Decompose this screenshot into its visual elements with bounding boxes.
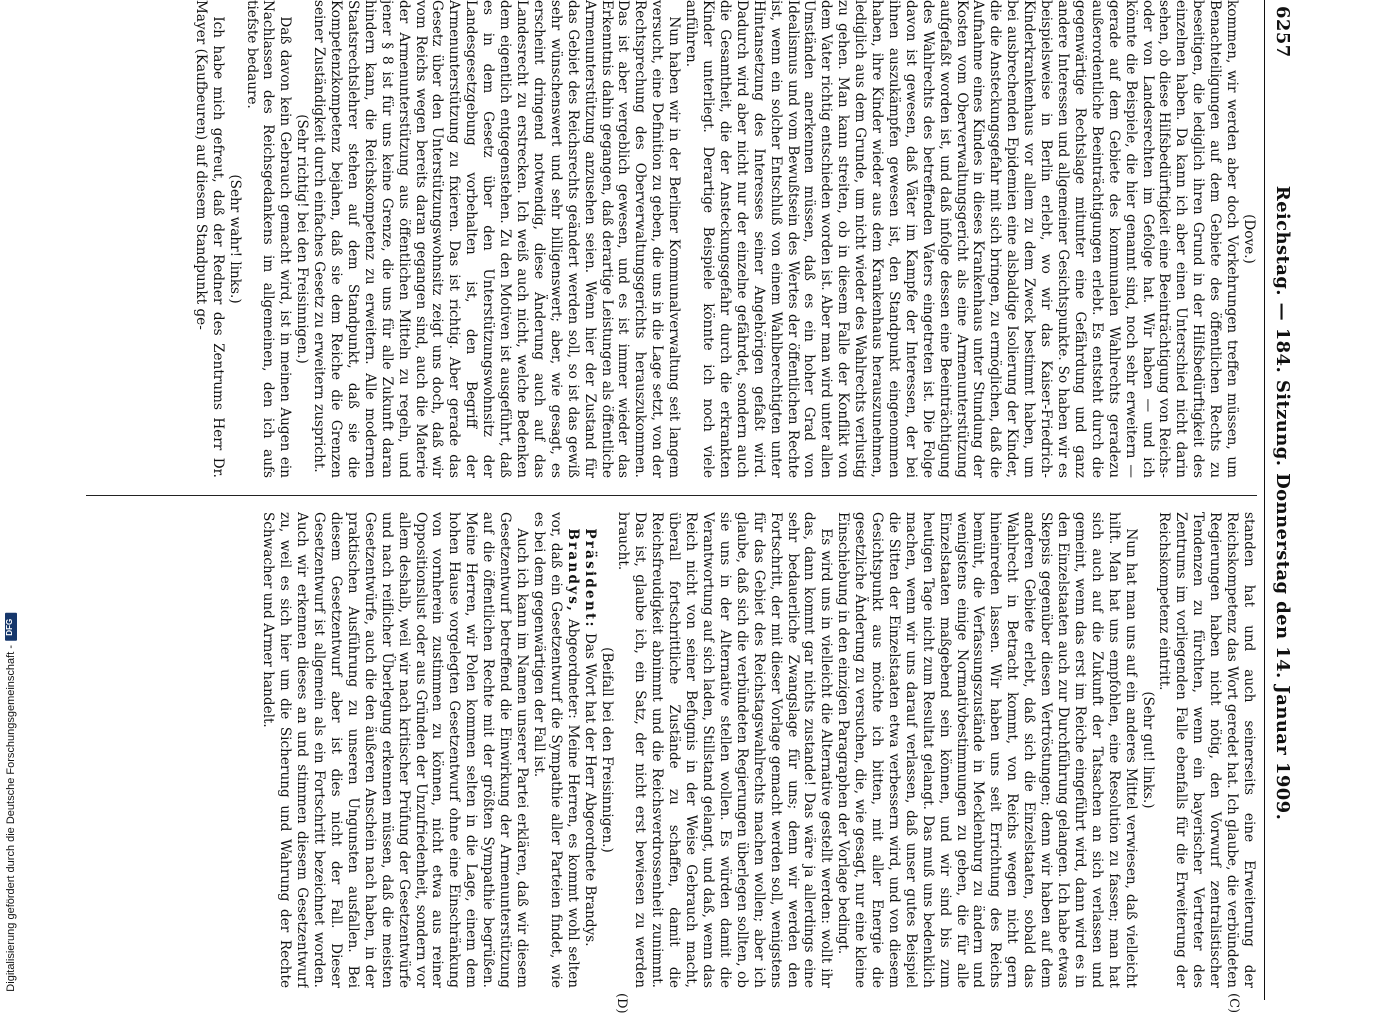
interjection: (Sehr gut! links.) [1139, 691, 1156, 809]
paragraph: Nun hat man uns auf ein anderes Mittel verwiesen, daß vielleicht hilft. Man hat uns empfohlen, eine Resolution zu fassen; man hat sich auch auf die Zukunft der Tatsachen an sich verlassen und gemeint, wenn das erst im Reiche eingeführt wird, dann wird es in den Einzelstaaten auch zur Durchführung gelangen. Ich habe etwas Skepsis gegenüber diesen Vertröstungen; denn wir haben auf dem anderen Gebiete erlebt, daß sich die Einzelstaaten, sobald das Wahlrecht in Betracht kommt, von Reichs wegen nicht gern hineinreden lassen. Wir haben uns seit Errichtung des Reichs bemüht, die Verfassungszustände in Mecklenburg zu ändern und wenigstens einige Normativbestimmungen zu geben, die für alle Einzelstaaten maßgebend sein können, und wir sind bis zum heutigen Tage nicht zum Resultat gelangt. Das muß uns bedenklich machen, wenn wir uns darauf verlassen, daß unser gutes Beispiel die Sitten der Einzelstaaten etwa verbessern wird, und von diesem Gesichtspunkt aus möchte ich bitten, mit aller Energie die gesetzliche Änderung zu versuchen, die, wie gesagt, nur eine kleine Einschiebung in den einzigen Paragraphen der Vorlage bedingt. [835, 512, 1139, 988]
president-statement [581, 512, 598, 988]
right-column [86, 512, 1257, 988]
interjection: (Sehr wahr! links.) [226, 174, 243, 304]
margin-marker-c: (C) [1226, 993, 1241, 1014]
paragraph: standen hat und auch seinerseits eine Erweiterung der Reichskompetenz das Wort geredet hat. Ich glaube, die verbündeten Regierungen haben nicht nötig, den Vorwurf zentralistischer Tendenzen zu fürchten, wenn ein bayerischer Vertreter des Zentrums im vorliegenden Falle ebenfalls für die Erweiterung der Reichskompetenz eintritt. [1156, 512, 1257, 988]
paragraph: Es wird uns in vielleicht die Alternative gestellt werden: wollt ihr das, dann kommt gar nichts zustande! Das wäre ja allerdings eine sehr bedauerliche Zwangslage für uns; denn wir werden den Fortschritt, der mit dieser Vorlage gemacht werden soll, wenigstens für das Gebiet des Reichstagswahlrechts machen wollen; aber ich glaube, daß sich die verbündeten Regierungen überlegen sollten, ob sie uns in der Alternative stellen wollen. Es würden damit die Verantwortung auf sich laden, Stillstand gelangt, und daß, wenn das Reich nicht von seiner Befugnis in der Weise Gebrauch macht, überall fortschrittliche Zustände zu schaffen, damit die Reichsfreudigkeit abnimmt und die Reichsverdrossenheit zunimmt. Das ist, glaube ich, ein Satz, der nicht erst bewiesen zu werden braucht. [615, 512, 835, 988]
page-number: 6257 [1272, 6, 1293, 58]
column-divider [86, 495, 1257, 496]
credit-text: Digitalisierung gefördert durch die Deutsche Forschungsgemeinschaft - [5, 645, 17, 992]
interjection: (Sehr richtig! bei den Freisinnigen.) [294, 114, 311, 364]
rotated-document-page [86, 0, 1301, 1014]
president-label: Präsident: [581, 528, 598, 629]
page-running-title: Reichstag. — 184. Sitzung. Donnerstag den 14. Januar 1909. [1272, 185, 1293, 821]
margin-marker-d: (D) [614, 993, 629, 1014]
dfg-logo-icon: DFG [5, 613, 17, 641]
paragraph: Ich habe mich gefreut, daß der Redner des Zentrums Herr Dr. Mayer (Kaufbeuren) auf diesem Standpunkt ge- [192, 0, 226, 478]
left-column [86, 0, 1257, 478]
paragraph: Nun haben wir in der Berliner Kommunalverwaltung seit langem versucht, eine Definition zu geben, die uns in die Lage setzt, von der Rechtsprechung des Oberverwaltungsgerichts herauszukommen. Das ist aber vergeblich gewesen, und es ist immer wieder das Erkenntnis dahin gegangen, daß derartige Leistungen als öffentliche Armenunterstützung anzusehen seien. Wenn hier der Zustand für das Gebiet des Reichsrechts geändert werden soll, so ist das gewiß sehr wünschenswert und sehr billigenswert; aber, wie gesagt, es erscheint dringend notwendig, diese Änderung auch auf das Landesrecht zu erstrecken. Ich weiß auch nicht, welche Bedenken dem eigentlich entgegenstehen. Zu den Motiven ist ausgeführt, daß es in dem Gesetz über den Unterstützungswohnsitz der Landesgesetzgebung vorbehalten ist, den Begriff der Armenunterstützung zu fixieren. Das ist richtig. Aber gerade das Gesetz über den Unterstützungswohnsitz zeigt uns doch, daß wir vom Reichs wegen bereits daran gegangen sind, auch die Materie der Armenunterstützung aus öffentlichen Mitteln zu regeln, und jener § 8 ist für uns keine Grenze, die uns für alle Zukunft daran hindern kann, die Reichskompetenz zu erweitern. Alle modernen Staatsrechtslehrer stehen auf dem Standpunkt, daß sie die Kompetenzkompetenz bejahen, daß sie dem Reiche die Grenzen seiner Zuständigkeit durch einfaches Gesetz zu erweitern zuspricht. [311, 0, 683, 478]
header-rule [1264, 0, 1265, 1000]
paragraph-text: Abgeordneter: Meine Herren, es kommt wohl selten vor, daß ein Gesetzentwurf die Sympathie aller Parteien findet, wie es bei dem gegenwärtigen der Fall ist. [530, 512, 581, 988]
interjection: (Beifall bei den Freisinnigen.) [598, 647, 615, 853]
speaker-name: Brandys, [564, 528, 581, 614]
page-header [1267, 6, 1297, 1000]
paragraph: kommen, wir werden aber doch Vorkehrungen treffen müssen, um Benachteiligungen auf dem Gebiete des öffentlichen Rechts zu beseitigen, die lediglich ihren Grund in der Hilfsbedürftigkeit des einzelnen haben. Da kann ich aber einen Unterschied nicht darin sehen, ob diese Hilfsbedürftigkeit eine Beeinträchtigung von Reichs- oder von Landesrechten im Gefolge hat. Wir haben — und ich könnte die Beispiele, die hier genannt sind, noch sehr erweitern — gerade auf dem Gebiete des kommunalen Wahlrechts geradezu außerordentliche Beeinträchtigungen erlebt. Es entsteht durch die gegenwärtige Rechtslage mitunter eine Gefährdung und ganz andere Interessen und allgemeiner Gesichtspunkte. So haben wir es beispielsweise in Berlin erlebt, wo wir das Kaiser-Friedrich-Kinderkrankenhaus vor allem zu dem Zweck bestimmt haben, um bei ausbrechenden Epidemien eine alsbaldige Isolierung der Kinder, die die Ansteckungsgefahr mit sich bringen, zu ermöglichen, daß die Aufnahme eines Kindes in dieses Krankenhaus unter Stundung der Kosten vom Oberverwaltungsgericht als eine Armenunterstützung aufgefaßt worden ist, und daß infolge dessen eine Beeinträchtigung des Wahlrechts des betreffenden Vaters eingetreten ist. Die Folge davon ist gewesen, daß Väter im Kampfe der Interessen, der bei ihnen auszukämpfen gewesen ist, den Standpunkt eingenommen haben, ihre Kinder wieder aus dem Krankenhaus herauszunehmen, lediglich aus dem Grunde, um nicht wieder des Wahlrechts verlustig zu gehen. Man kann streiten, ob in diesem Falle der Konflikt von dem Vater richtig entschieden worden ist. Aber man wird unter allen Umständen anerkennen müssen, daß es ein hoher Grad von Idealismus und vom Bewußtsein des Wertes der öffentlichen Rechte ist, wenn ein solcher Entschluß von einem Wahlberechtigten unter Hintansetzung des Interesses seiner Angehörigen gefaßt wird. Dadurch wird aber nicht nur der einzelne gefährdet, sondern auch die Gesamtheit, die der Ansteckungsgefahr durch die erkrankten Kinder unterliegt. Derartige Beispiele könnte ich noch viele anführen. [683, 0, 1241, 478]
paragraph: Daß davon kein Gebrauch gemacht wird, ist in meinen Augen ein Nachlassen des Reichsgedankens im allgemeinen, den ich aufs tiefste bedaure. [243, 0, 294, 478]
speaker-paragraph [530, 512, 581, 988]
president-text: Das Wort hat der Herr Abgeordnete Brandys. [581, 632, 598, 947]
speaker-heading: (Dove.) [1241, 214, 1257, 264]
paragraph: Auch ich kann im Namen unserer Partei erklären, daß wir diesem Gesetzentwurf betreffend die Einwirkung der Armenunterstützung auf die öffentlichen Rechte mit der größten Sympathie begrüßen. Meine Herren, wir Polen kommen selten in die Lage, einem dem hohen Hause vorgelegten Gesetzentwurf ohne eine Einschränkung von vornherein zustimmen zu können, nicht etwa aus reiner Oppositionslust oder aus Gründen der Unzufriedenheit, sondern vor allem deshalb, weil wir nach kritischer Prüfung der Gesetzentwürfe und nach reiflicher Überlegung erkennen müssen, daß die meisten Gesetzentwürfe, auch die den äußeren Anschein nach haben, in der praktischen Ausführung zu unseren Ungunsten ausfallen. Bei diesem Gesetzentwurf aber ist dies nicht der Fall. Dieser Gesetzentwurf ist allgemein als ein Fortschritt bezeichnet worden. Auch wir erkennen dieses an und stimmen diesem Gesetzentwurf zu, weil es sich hier um die Sicherung und Wahrung der Rechte Schwacher und Armer handelt. [260, 512, 531, 988]
digitization-credit [2, 0, 20, 1000]
